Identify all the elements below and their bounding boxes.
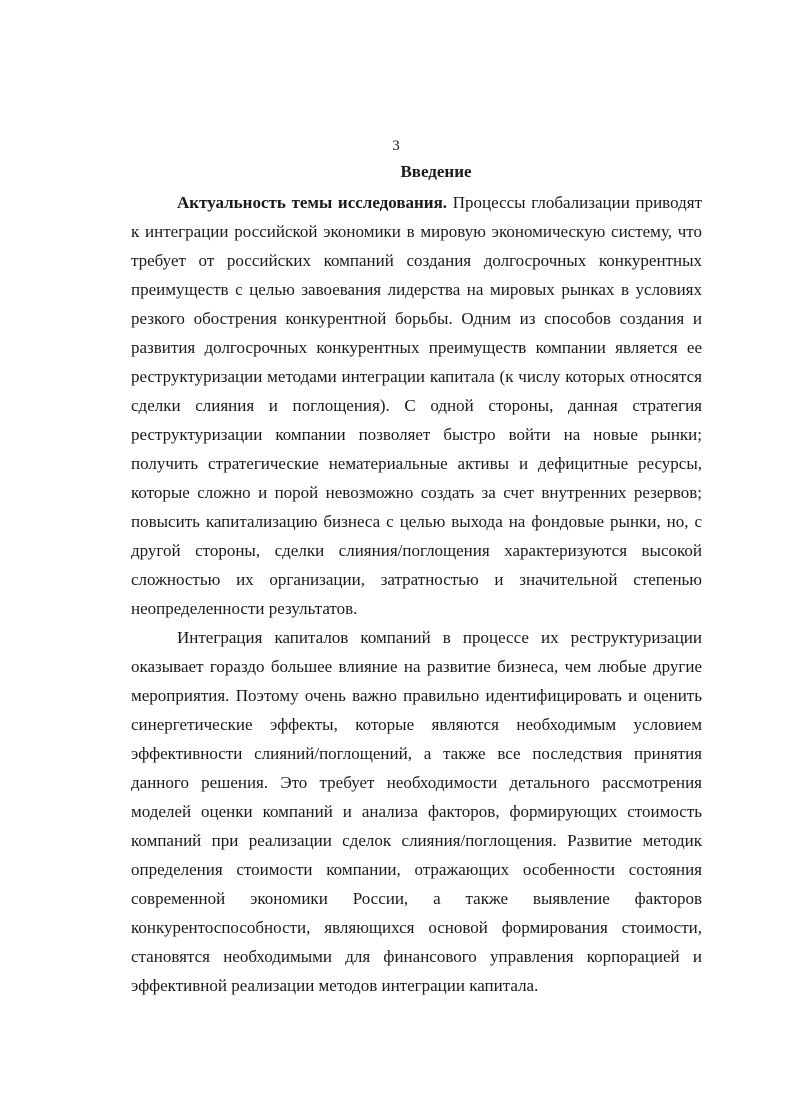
page-number: 3 xyxy=(392,138,400,154)
body-text xyxy=(131,188,702,1000)
paragraph-integration xyxy=(131,623,702,1000)
paragraph-lead: Актуальность темы исследования. xyxy=(177,193,448,212)
section-heading: Введение xyxy=(400,162,472,181)
paragraph-text: Интеграция капиталов компаний в процессе их реструктуризации оказывает гораздо большее влияние на развитие бизнеса, чем любые другие мероприятия. Поэтому очень важно правильно идентифицировать и оценить синергетические эффекты, которые являются необходимым условием эффективности слияний/поглощений, а также все последствия принятия данного решения. Это требует необходимости детального рассмотрения моделей оценки компаний и анализа факторов, формирующих стоимость компаний при реализации сделок слияния/поглощения. Развитие методик определения стоимости компании, отражающих особенности состояния современной экономики России, а также выявление факторов конкурентоспособности, являющихся основой формирования стоимости, становятся необходимыми для финансового управления корпорацией и эффективной реализации методов интеграции капитала. xyxy=(131,628,702,995)
paragraph-relevance xyxy=(131,188,702,623)
paragraph-text: Процессы глобализации приводят к интеграции российской экономики в мировую экономическую систему, что требует от российских компаний создания долгосрочных конкурентных преимуществ с целью завоевания лидерства на мировых рынках в условиях резкого обострения конкурентной борьбы. Одним из способов создания и развития долгосрочных конкурентных преимуществ компании является ее реструктуризации методами интеграции капитала (к числу которых относятся сделки слияния и поглощения). С одной стороны, данная стратегия реструктуризации компании позволяет быстро войти на новые рынки; получить стратегические нематериальные активы и дефицитные ресурсы, которые сложно и порой невозможно создать за счет внутренних резервов; повысить капитализацию бизнеса с целью выхода на фондовые рынки, но, с другой стороны, сделки слияния/поглощения характеризуются высокой сложностью их организации, затратностью и значительной степенью неопределенности результатов. xyxy=(131,193,703,618)
